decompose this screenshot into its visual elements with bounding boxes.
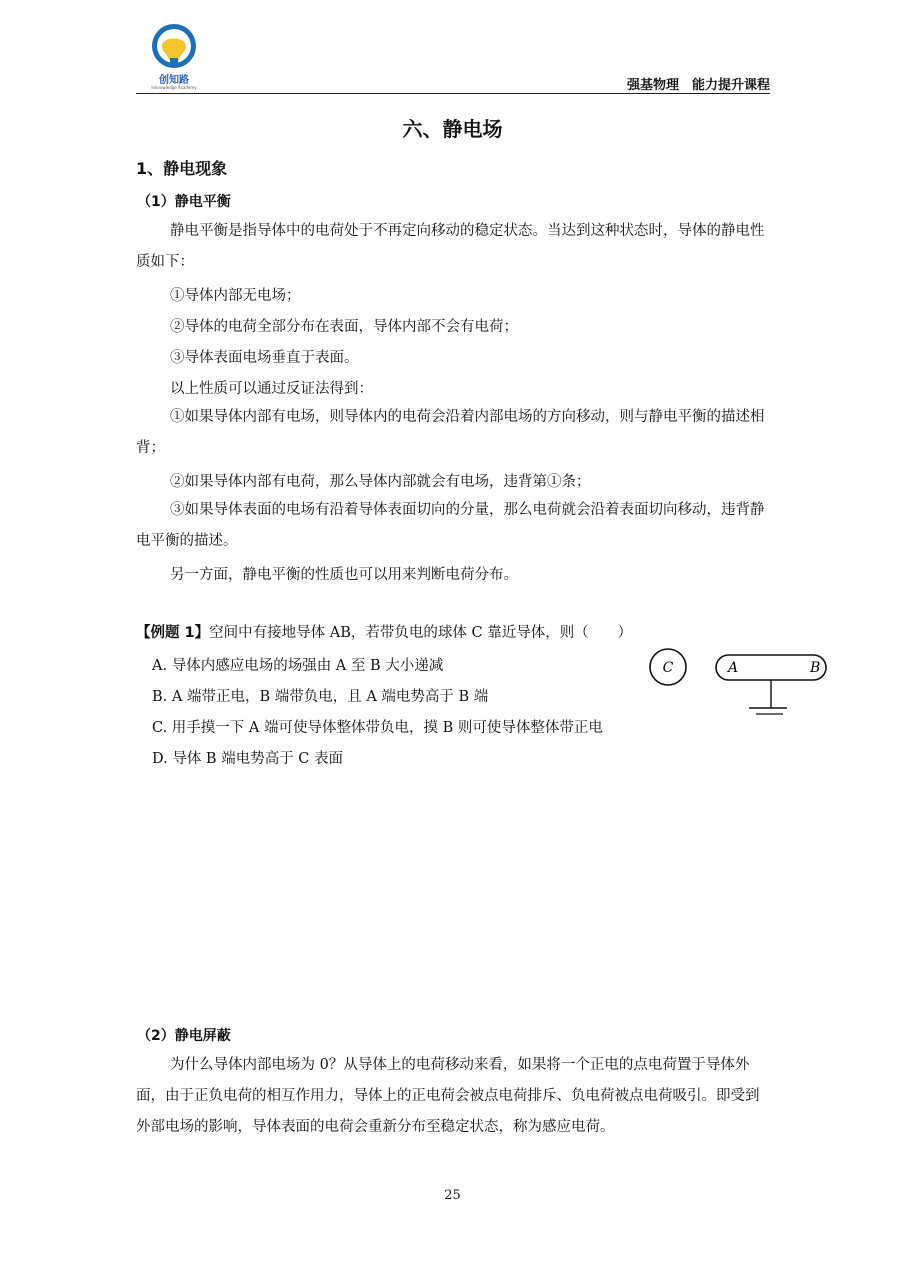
example-label: 【例题 1】	[136, 625, 210, 641]
shielding-paragraph: 为什么导体内部电场为 0？从导体上的电荷移动来看，如果将一个正电的点电荷置于导体外面，由于正负电荷的相互作用力，导体上的正电荷会被点电荷排斥、负电荷被点电荷吸引。即受到外部电场的影响，导体表面的电荷会重新分布至稳定状态，称为感应电荷。	[136, 1057, 760, 1135]
subsection-heading-equilibrium: （1）静电平衡	[137, 194, 231, 210]
intro-paragraph: 静电平衡是指导体中的电荷处于不再定向移动的稳定状态。当达到这种状态时，导体的静电性质如下：	[136, 223, 765, 270]
proof-item: ③如果导体表面的电场有沿着导体表面切向的分量，那么电荷就会沿着表面切向移动，违背静电平衡的描述。	[136, 502, 765, 549]
option-c: C. 用手摸一下 A 端可使导体整体带负电，摸 B 则可使导体整体带正电	[152, 720, 603, 736]
example-question-text: 空间中有接地导体 AB，若带负电的球体 C 靠近导体，则（ ）	[209, 625, 633, 641]
option-b: B. A 端带正电，B 端带负电，且 A 端电势高于 B 端	[152, 689, 489, 705]
logo-name: 创知路	[159, 75, 189, 86]
conclusion-text: 另一方面，静电平衡的性质也可以用来判断电荷分布。	[170, 567, 518, 583]
chapter-title: 六、静电场	[402, 117, 503, 141]
proof-intro: 以上性质可以通过反证法得到：	[170, 381, 373, 397]
example-question	[136, 621, 632, 642]
page-number: 25	[444, 1188, 461, 1203]
end-b-label: B	[810, 660, 821, 676]
conductor-figure	[645, 645, 835, 725]
property-item: ③导体表面电场垂直于表面。	[170, 350, 359, 366]
sphere-label: C	[662, 660, 674, 676]
property-item: ②导体的电荷全部分布在表面，导体内部不会有电荷；	[170, 319, 518, 335]
option-a: A. 导体内感应电场的场强由 A 至 B 大小递减	[152, 658, 444, 674]
subsection-heading-shielding: （2）静电屏蔽	[137, 1028, 231, 1044]
end-a-label: A	[728, 660, 739, 676]
property-item: ①导体内部无电场；	[170, 288, 301, 304]
option-d: D. 导体 B 端电势高于 C 表面	[152, 751, 344, 767]
proof-item: ①如果导体内部有电场，则导体内的电荷会沿着内部电场的方向移动，则与静电平衡的描述相背；	[136, 409, 765, 456]
course-title: 强基物理 能力提升课程	[626, 78, 770, 93]
logo-subtitle: Inknowledge Academy	[151, 85, 197, 90]
header-divider	[136, 93, 770, 94]
section-heading: 1、静电现象	[136, 159, 228, 178]
proof-item: ②如果导体内部有电荷，那么导体内部就会有电场，违背第①条；	[170, 474, 591, 490]
